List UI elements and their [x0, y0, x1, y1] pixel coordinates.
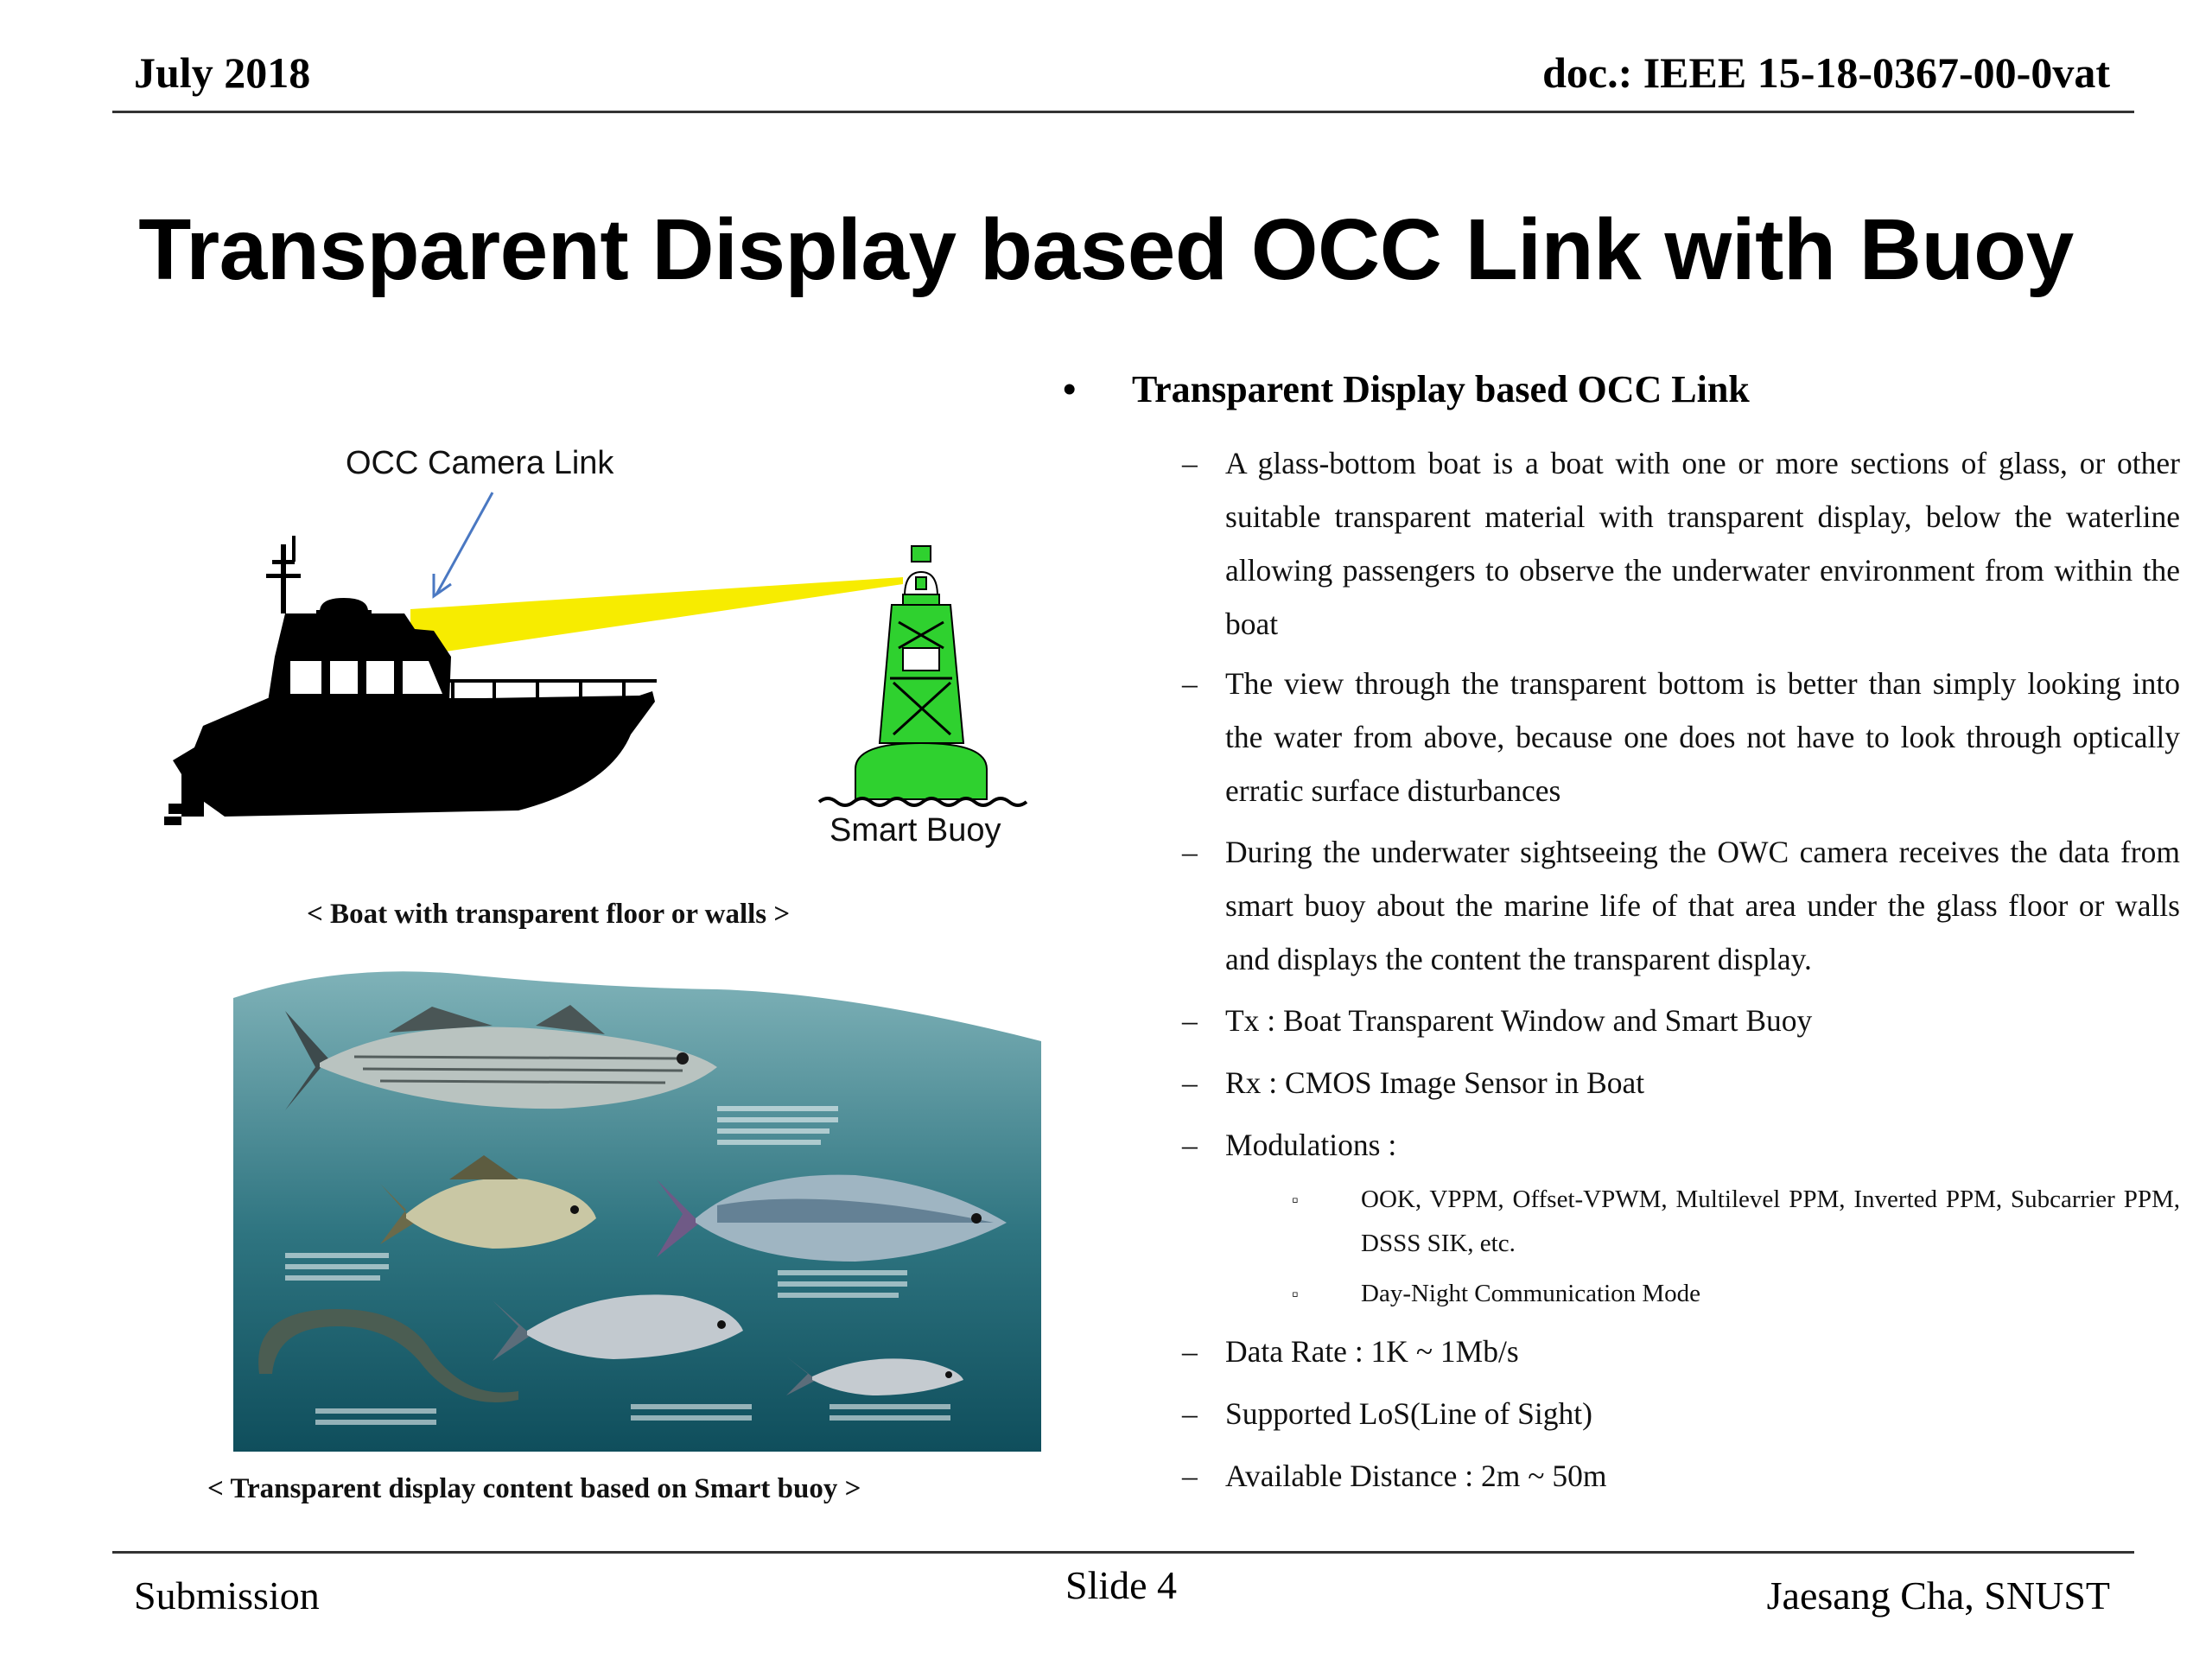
smart-buoy-label: Smart Buoy [830, 812, 1001, 849]
list-item: – A glass-bottom boat is a boat with one or more sections of glass, or other suitable transparent material with transparent display, below the waterline allowing passengers to observe the underwater environment from within the boat [1182, 446, 2180, 641]
list-item: – Available Distance : 2m ~ 50m [1182, 1459, 1607, 1493]
boat-windows [290, 661, 442, 694]
underwater-display-image [233, 963, 1041, 1452]
occ-camera-link-label: OCC Camera Link [346, 445, 614, 481]
list-item: – Tx : Boat Transparent Window and Smart Buoy [1182, 1003, 1813, 1038]
header-doc-id: doc.: IEEE 15-18-0367-00-0vat [1542, 48, 2110, 97]
occ-light-beam [410, 577, 903, 657]
modulation-subitem: ▫ Day-Night Communication Mode [1292, 1280, 1701, 1307]
footer-author: Jaesang Cha, SNUST [1766, 1573, 2110, 1618]
display-content-caption: < Transparent display content based on Smart buoy > [207, 1473, 861, 1504]
camera-arrow [434, 493, 493, 596]
header-date: July 2018 [134, 48, 311, 97]
slide-title: Transparent Display based OCC Link with Buoy [138, 201, 2074, 298]
list-item: – Supported LoS(Line of Sight) [1182, 1396, 1592, 1431]
header-rule [112, 111, 2134, 113]
bullet-marker: • [1063, 368, 1077, 410]
list-item: – Data Rate : 1K ~ 1Mb/s [1182, 1334, 1519, 1369]
modulation-subitem: ▫ OOK, VPPM, Offset-VPWM, Multilevel PPM, Inverted PPM, Subcarrier PPM, DSSS SIK, etc. [1292, 1185, 2180, 1257]
list-item: – Rx : CMOS Image Sensor in Boat [1182, 1065, 1645, 1100]
boat-buoy-illustration [112, 484, 1080, 847]
footer-slide-number: Slide 4 [1065, 1563, 1178, 1607]
footer-submission: Submission [134, 1573, 320, 1618]
main-bullet-heading: Transparent Display based OCC Link [1132, 368, 1750, 410]
list-item: – The view through the transparent bottom is better than simply looking into the water from above, because one does not have to look through optically erratic surface disturbances [1182, 666, 2180, 808]
list-item: – During the underwater sightseeing the OWC camera receives the data from smart buoy about the marine life of that area under the glass floor or walls and displays the content the transparent display. [1182, 835, 2180, 976]
footer-rule [112, 1551, 2134, 1554]
boat-caption: < Boat with transparent floor or walls > [307, 899, 791, 930]
list-item: – Modulations : [1182, 1128, 1397, 1162]
